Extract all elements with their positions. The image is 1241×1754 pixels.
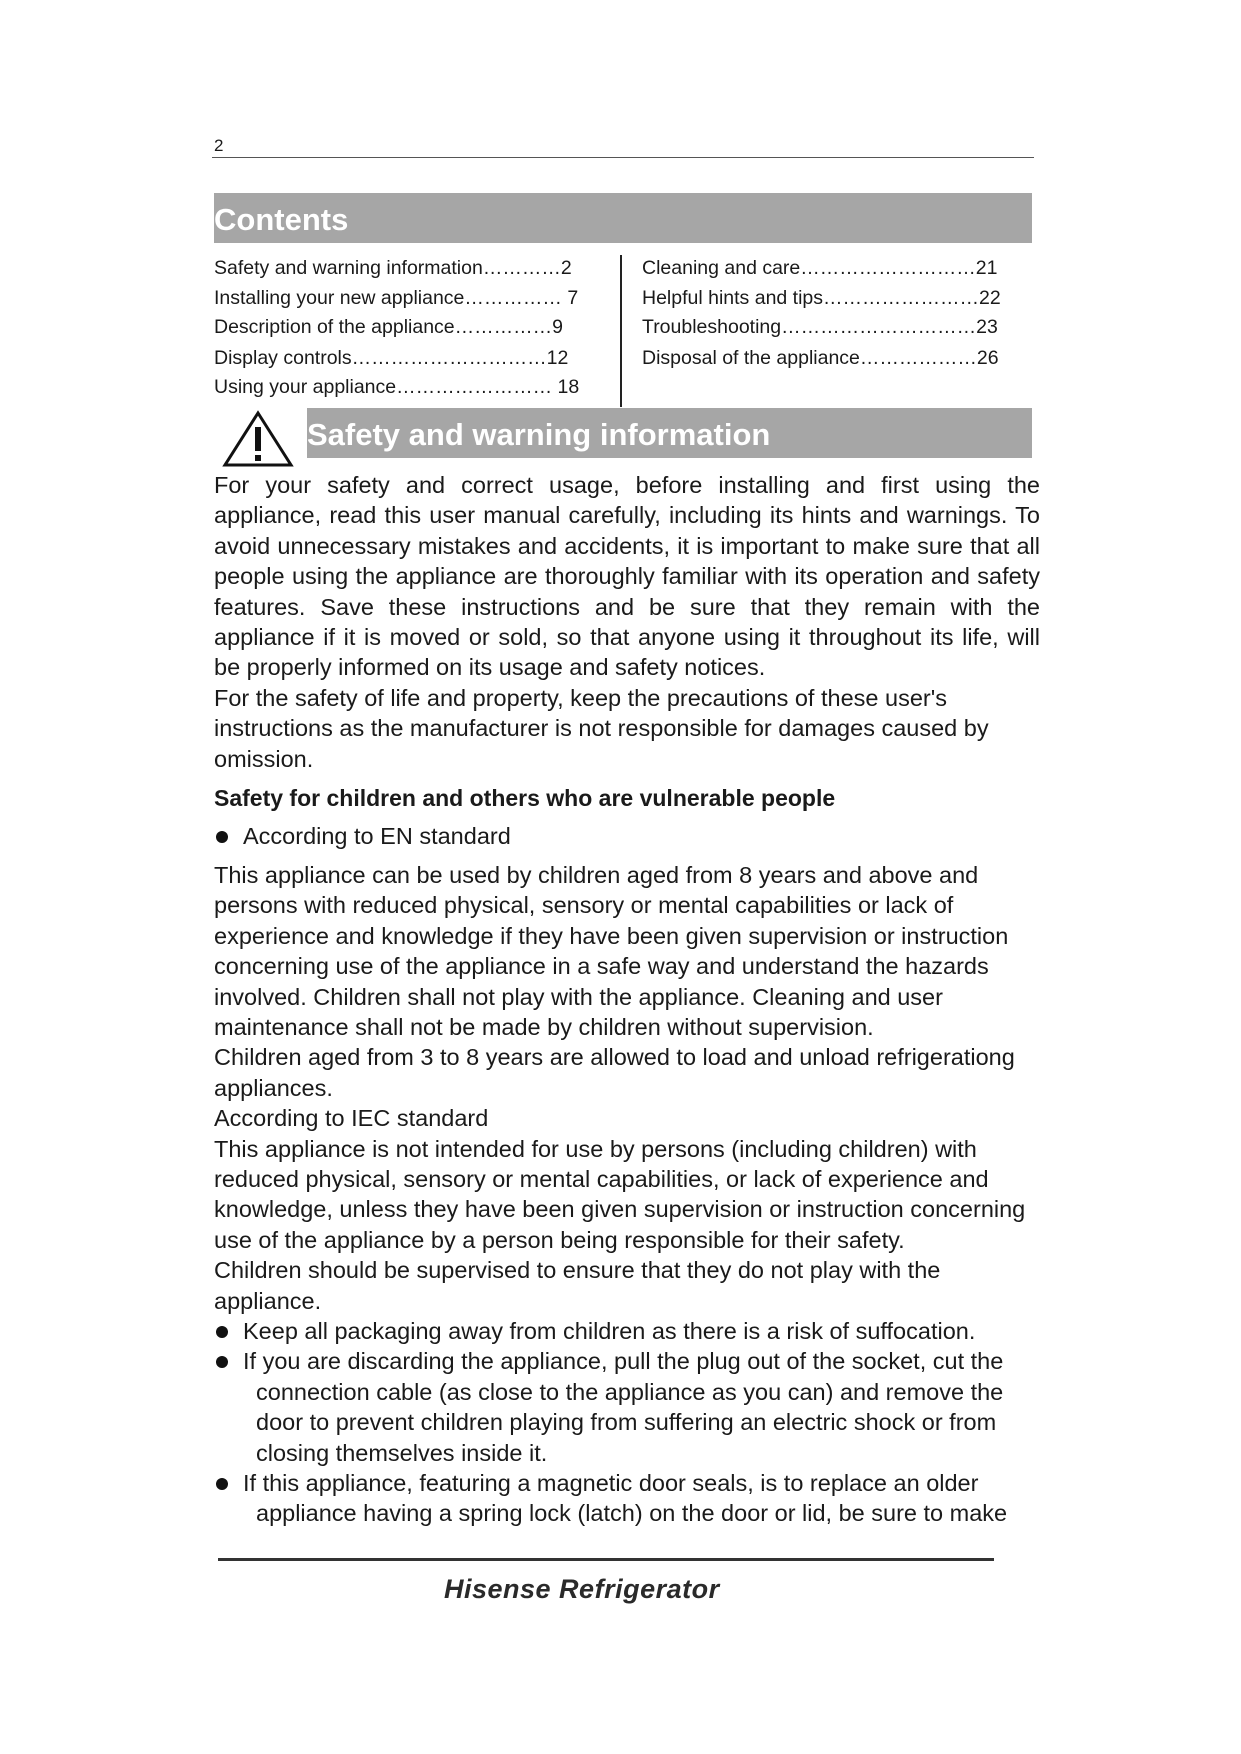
bullet-icon [216, 831, 228, 843]
toc-entry[interactable]: Disposal of the appliance………………26 [642, 347, 999, 369]
bullet-text: Keep all packaging away from children as there is a risk of suffocation. [243, 1317, 976, 1344]
list-item [214, 821, 1040, 851]
bullet-icon [216, 1356, 228, 1368]
brand-logo: Hisense Refrigerator [444, 1574, 720, 1604]
page-number: 2 [214, 136, 224, 155]
warning-triangle-icon [222, 410, 294, 468]
toc-entry[interactable]: Safety and warning information…………2 [214, 257, 572, 279]
iec-standard-text: This appliance is not intended for use by persons (including children) with reduced physical, sensory or mental capabilities, or lack of experience and knowledge, unless they have been given supervision or instruction concerning use of the appliance by a person being responsible for their safety. [214, 1135, 1026, 1253]
en-standard-text-2: Children aged from 3 to 8 years are allowed to load and unload refrigerationg appliances. [214, 1044, 1015, 1101]
bullet-continuation: connection cable (as close to the appliance as you can) and remove the door to prevent children playing from suffering an electric shock or from closing themselves inside it. [256, 1378, 1004, 1466]
list-item [214, 1316, 1040, 1346]
list-item [214, 1468, 1040, 1529]
bullet-text: If this appliance, featuring a magnetic door seals, is to replace an older [243, 1470, 979, 1496]
en-standard-label: According to EN standard [243, 823, 511, 850]
en-standard-text: This appliance can be used by children aged from 8 years and above and persons with reduced physical, sensory or mental capabilities or lack of experience and knowledge if they have been given supervision or instruction concerning use of the appliance in a safe way and understand the hazards involved. Children shall not play with the appliance. Cleaning and user maintenance shall not be made by children without supervision. [214, 861, 1009, 1040]
list-item [214, 1346, 1040, 1468]
header-rule [212, 157, 1034, 158]
toc-entry[interactable]: Cleaning and care………………………21 [642, 257, 998, 279]
iec-standard-label: According to IEC standard [214, 1105, 489, 1132]
contents-title: Contents [214, 193, 1032, 243]
safety-intro: For your safety and correct usage, before installing and first using the appliance, read this user manual carefully, including its hints and warnings. To avoid unnecessary mistakes and accidents, it is important to make sure that all people using the appliance are thoroughly familiar with its operation and safety features. Save these instructions and be sure that they remain with the appliance if it is moved or sold, so that anyone using it throughout its life, will be properly informed on its usage and safety notices. [214, 472, 1040, 681]
iec-standard-text-2: Children should be supervised to ensure that they do not play with the appliance. [214, 1257, 941, 1314]
bullet-text: If you are discarding the appliance, pull the plug out of the socket, cut the [243, 1348, 1004, 1375]
bullet-continuation: appliance having a spring lock (latch) on the door or lid, be sure to make [256, 1500, 1008, 1527]
toc-entry[interactable]: Display controls…………………………12 [214, 347, 569, 369]
contents-divider [620, 255, 622, 407]
toc-entry[interactable]: Helpful hints and tips……………………22 [642, 287, 1001, 309]
bullet-icon [216, 1326, 228, 1338]
toc-entry[interactable]: Installing your new appliance…………… 7 [214, 287, 579, 309]
footer-rule [218, 1558, 994, 1561]
bullet-icon [216, 1478, 228, 1490]
toc-entry[interactable]: Using your appliance…………………… 18 [214, 376, 580, 398]
toc-entry[interactable]: Description of the appliance……………9 [214, 316, 563, 338]
safety-body [214, 470, 1040, 1529]
safety-intro-2: For the safety of life and property, keep the precautions of these user's instructions as the manufacturer is not responsible for damages caused by omission. [214, 684, 989, 772]
children-heading: Safety for children and others who are vulnerable people [214, 785, 836, 812]
toc-entry[interactable]: Troubleshooting…………………………23 [642, 316, 998, 338]
safety-section-title: Safety and warning information [307, 408, 1032, 458]
